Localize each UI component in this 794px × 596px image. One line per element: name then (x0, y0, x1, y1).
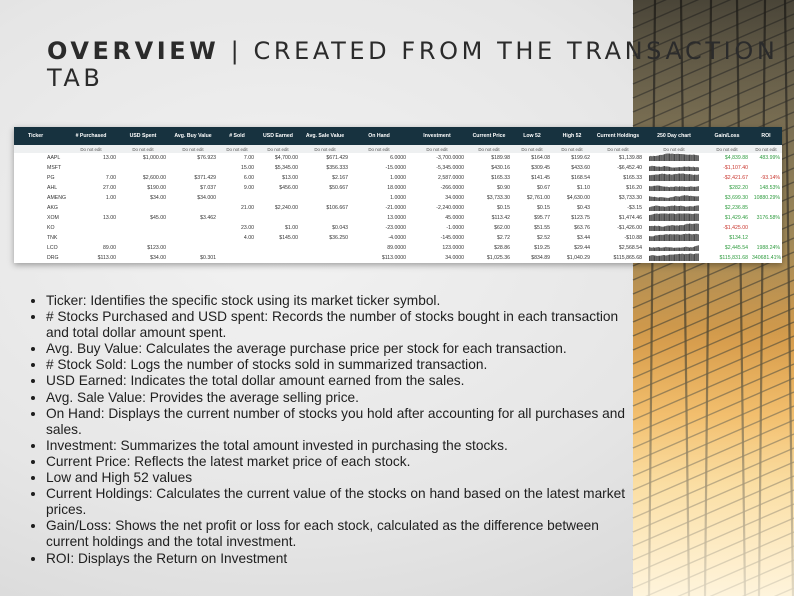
description-item: • # Stocks Purchased and USD spent: Records the number of stocks bought in each transaction and total dollar amount spent. (46, 309, 636, 341)
overview-spreadsheet (14, 127, 782, 263)
column-header[interactable]: USD Earned (256, 127, 300, 145)
earned-cell[interactable] (256, 253, 300, 263)
gain-loss-cell[interactable]: $1,429.46 (724, 215, 748, 221)
column-header[interactable]: # Purchased (64, 127, 118, 145)
description-item: • Low and High 52 values (46, 470, 636, 486)
low-cell[interactable]: $0.15 (537, 205, 550, 211)
high-cell[interactable]: $168.54 (571, 175, 590, 181)
sold-cell[interactable] (218, 193, 256, 203)
high-cell[interactable]: $1,040.29 (566, 255, 590, 261)
do-not-edit-note: Do not edit (750, 145, 782, 153)
roi-cell[interactable]: 3176.58% (756, 215, 780, 221)
gain-loss-cell[interactable]: $2,236.85 (724, 205, 748, 211)
ticker-cell[interactable]: AAPL (47, 155, 61, 161)
avg-sale-cell[interactable]: $36.250 (329, 235, 348, 241)
investment-cell[interactable]: -3,700.0000 (436, 155, 464, 161)
table-row[interactable] (14, 213, 782, 223)
sparkline-chart (644, 153, 704, 163)
avg-buy-cell[interactable]: $34.000 (197, 195, 216, 201)
table-row[interactable] (14, 233, 782, 243)
on-hand-cell[interactable]: 1.0000 (390, 175, 406, 181)
purchased-cell[interactable] (64, 223, 118, 233)
purchased-cell[interactable] (64, 233, 118, 243)
roi-cell[interactable]: 1988.24% (756, 245, 780, 251)
do-not-edit-note: Do not edit (512, 145, 552, 153)
column-header[interactable]: Gain/Loss (704, 127, 750, 145)
sparkline-chart (644, 213, 704, 223)
column-header[interactable]: On Hand (350, 127, 408, 145)
holdings-cell[interactable]: -$3.15 (627, 205, 642, 211)
do-not-edit-note: Do not edit (300, 145, 350, 153)
low-cell[interactable]: $309.45 (531, 165, 550, 171)
title-bold: OVERVIEW (47, 37, 220, 65)
do-not-edit-note: Do not edit (552, 145, 592, 153)
roi-cell[interactable]: 483.99% (759, 155, 780, 161)
low-cell[interactable]: $19.25 (534, 245, 550, 251)
do-not-edit-note: Do not edit (466, 145, 512, 153)
do-not-edit-row (14, 145, 782, 153)
spent-cell[interactable] (118, 163, 168, 173)
gain-loss-cell[interactable]: $282.20 (729, 185, 748, 191)
sold-cell[interactable]: 4.00 (243, 235, 254, 241)
title-rest: | CREATED FROM THE TRANSACTION TAB (47, 37, 779, 92)
price-cell[interactable]: $28.86 (494, 245, 510, 251)
avg-buy-cell[interactable]: $0.301 (200, 255, 216, 261)
roi-cell[interactable] (750, 203, 782, 213)
avg-sale-cell[interactable]: $671.429 (326, 155, 348, 161)
description-item: • Current Price: Reflects the latest market price of each stock. (46, 454, 636, 470)
description-item: • Avg. Buy Value: Calculates the average purchase price per stock for each transaction. (46, 341, 636, 357)
ticker-cell[interactable]: TNK (47, 235, 58, 241)
do-not-edit-note: Do not edit (64, 145, 118, 153)
sparkline-icon (648, 193, 700, 201)
holdings-cell[interactable]: $1,474.46 (618, 215, 642, 221)
column-header[interactable]: Low 52 (512, 127, 552, 145)
table-header-row (14, 127, 782, 145)
purchased-cell[interactable]: $113.00 (97, 255, 116, 261)
column-header[interactable]: USD Spent (118, 127, 168, 145)
avg-buy-cell[interactable] (168, 233, 218, 243)
purchased-cell[interactable]: 89.00 (103, 245, 116, 251)
avg-buy-cell[interactable] (168, 243, 218, 253)
table-row[interactable] (14, 163, 782, 173)
overview-table (14, 127, 782, 263)
roi-cell[interactable]: 10880.29% (753, 195, 780, 201)
earned-cell[interactable]: $456.00 (279, 185, 298, 191)
sparkline-icon (648, 233, 700, 241)
avg-buy-cell[interactable] (168, 223, 218, 233)
low-cell[interactable]: $95.77 (534, 215, 550, 221)
price-cell[interactable]: $3,733.30 (486, 195, 510, 201)
page-title (47, 38, 794, 92)
low-cell[interactable]: $2.52 (537, 235, 550, 241)
earned-cell[interactable] (256, 213, 300, 223)
spent-cell[interactable] (118, 233, 168, 243)
price-cell[interactable]: $0.90 (497, 185, 510, 191)
avg-sale-cell[interactable]: $2.167 (332, 175, 348, 181)
ticker-cell[interactable]: MSFT (47, 165, 62, 171)
avg-buy-cell[interactable] (168, 203, 218, 213)
table-row[interactable] (14, 183, 782, 193)
holdings-cell[interactable]: -$10.88 (624, 235, 642, 241)
sold-cell[interactable] (218, 213, 256, 223)
holdings-cell[interactable]: -$1,426.00 (617, 225, 642, 231)
high-cell[interactable]: $1.10 (577, 185, 590, 191)
investment-cell[interactable]: 123.0000 (442, 245, 464, 251)
gain-loss-cell[interactable]: -$1,425.00 (723, 225, 748, 231)
on-hand-cell[interactable]: 13.0000 (387, 215, 406, 221)
gain-loss-cell[interactable]: $115,831.68 (719, 255, 748, 261)
ticker-cell[interactable]: AKG (47, 205, 58, 211)
sparkline-icon (648, 223, 700, 231)
holdings-cell[interactable]: $165.33 (623, 175, 642, 181)
purchased-cell[interactable]: 13.00 (103, 215, 116, 221)
description-item: • Current Holdings: Calculates the current value of the stocks on hand based on the latest market prices. (46, 486, 636, 518)
gain-loss-cell[interactable]: $134.12 (729, 235, 748, 241)
do-not-edit-note: Do not edit (118, 145, 168, 153)
price-cell[interactable]: $0.15 (497, 205, 510, 211)
ticker-cell[interactable]: AMENG (47, 195, 67, 201)
avg-sale-cell[interactable] (300, 243, 350, 253)
holdings-cell[interactable]: $3,733.30 (618, 195, 642, 201)
sparkline-chart (644, 243, 704, 253)
sparkline-icon (648, 163, 700, 171)
sparkline-icon (648, 213, 700, 221)
low-cell[interactable]: $834.89 (531, 255, 550, 261)
sparkline-icon (648, 253, 700, 261)
sparkline-chart (644, 163, 704, 173)
earned-cell[interactable]: $1.00 (285, 225, 298, 231)
description-item: • On Hand: Displays the current number of stocks you hold after accounting for all purchases and sales. (46, 406, 636, 438)
description-item: • USD Earned: Indicates the total dollar amount earned from the sales. (46, 373, 636, 389)
table-row[interactable] (14, 153, 782, 163)
ticker-cell[interactable]: KO (47, 225, 55, 231)
purchased-cell[interactable] (64, 163, 118, 173)
avg-sale-cell[interactable]: $356.333 (326, 165, 348, 171)
low-cell[interactable]: $51.55 (534, 225, 550, 231)
earned-cell[interactable] (256, 193, 300, 203)
roi-cell[interactable] (750, 163, 782, 173)
low-cell[interactable]: $164.08 (531, 155, 550, 161)
high-cell[interactable]: $0.43 (577, 205, 590, 211)
purchased-cell[interactable] (64, 203, 118, 213)
sparkline-icon (648, 173, 700, 181)
do-not-edit-note: Do not edit (256, 145, 300, 153)
roi-cell[interactable]: 340681.41% (752, 255, 782, 261)
description-item: • Ticker: Identifies the specific stock using its market ticker symbol. (46, 293, 636, 309)
on-hand-cell[interactable]: -15.0000 (385, 165, 406, 171)
do-not-edit-note: Do not edit (592, 145, 644, 153)
price-cell[interactable]: $189.98 (491, 155, 510, 161)
spent-cell[interactable]: $1,000.00 (142, 155, 166, 161)
avg-buy-cell[interactable]: $7.037 (200, 185, 216, 191)
low-cell[interactable]: $0.67 (537, 185, 550, 191)
purchased-cell[interactable]: 13.00 (103, 155, 116, 161)
sold-cell[interactable] (218, 243, 256, 253)
avg-sale-cell[interactable]: $50.667 (329, 185, 348, 191)
holdings-cell[interactable]: $16.20 (626, 185, 642, 191)
price-cell[interactable]: $430.16 (491, 165, 510, 171)
ticker-cell[interactable]: LCO (47, 245, 58, 251)
earned-cell[interactable]: $4,700.00 (274, 155, 298, 161)
column-header[interactable]: Current Price (466, 127, 512, 145)
table-row[interactable] (14, 193, 782, 203)
column-header[interactable]: Investment (408, 127, 466, 145)
earned-cell[interactable] (256, 243, 300, 253)
holdings-cell[interactable]: $115,865.68 (613, 255, 642, 261)
avg-buy-cell[interactable]: $76.923 (197, 155, 216, 161)
table-row[interactable] (14, 173, 782, 183)
description-item: • Investment: Summarizes the total amount invested in purchasing the stocks. (46, 438, 636, 454)
column-descriptions (28, 293, 636, 567)
sold-cell[interactable] (218, 253, 256, 263)
sparkline-icon (648, 153, 700, 161)
spent-cell[interactable]: $123.00 (147, 245, 166, 251)
high-cell[interactable]: $123.75 (571, 215, 590, 221)
purchased-cell[interactable]: 1.00 (105, 195, 116, 201)
sparkline-chart (644, 183, 704, 193)
gain-loss-cell[interactable]: $4,839.88 (724, 155, 748, 161)
sparkline-chart (644, 223, 704, 233)
high-cell[interactable]: $433.60 (571, 165, 590, 171)
on-hand-cell[interactable]: -21.0000 (385, 205, 406, 211)
investment-cell[interactable]: -1.0000 (446, 225, 464, 231)
column-header[interactable]: # Sold (218, 127, 256, 145)
column-header[interactable]: Avg. Buy Value (168, 127, 218, 145)
holdings-cell[interactable]: $1,139.88 (618, 155, 642, 161)
sparkline-chart (644, 203, 704, 213)
do-not-edit-note: Do not edit (408, 145, 466, 153)
table-row[interactable] (14, 203, 782, 213)
ticker-cell[interactable]: XOM (47, 215, 59, 221)
on-hand-cell[interactable]: 89.0000 (387, 245, 406, 251)
sold-cell[interactable]: 7.00 (243, 155, 254, 161)
holdings-cell[interactable]: $2,568.54 (618, 245, 642, 251)
spent-cell[interactable]: $45.00 (150, 215, 166, 221)
investment-cell[interactable]: 34.0000 (445, 255, 464, 261)
ticker-cell[interactable]: PG (47, 175, 55, 181)
low-cell[interactable]: $2,761.00 (526, 195, 550, 201)
avg-buy-cell[interactable] (168, 163, 218, 173)
sparkline-icon (648, 243, 700, 251)
spent-cell[interactable] (118, 203, 168, 213)
earned-cell[interactable]: $145.00 (279, 235, 298, 241)
high-cell[interactable]: $63.76 (574, 225, 590, 231)
investment-cell[interactable]: 45.0000 (445, 215, 464, 221)
high-cell[interactable]: $199.62 (571, 155, 590, 161)
do-not-edit-note: Do not edit (644, 145, 704, 153)
sparkline-chart (644, 173, 704, 183)
table-row[interactable] (14, 253, 782, 263)
high-cell[interactable]: $3.44 (577, 235, 590, 241)
table-row[interactable] (14, 223, 782, 233)
spent-cell[interactable]: $34.00 (150, 255, 166, 261)
description-item: • # Stock Sold: Logs the number of stocks sold in summarized transaction. (46, 357, 636, 373)
spent-cell[interactable] (118, 223, 168, 233)
do-not-edit-note: Do not edit (704, 145, 750, 153)
avg-buy-cell[interactable]: $371.429 (194, 175, 216, 181)
description-item: • ROI: Displays the Return on Investment (46, 551, 636, 567)
column-header[interactable]: High 52 (552, 127, 592, 145)
spent-cell[interactable]: $190.00 (147, 185, 166, 191)
high-cell[interactable]: $29.44 (574, 245, 590, 251)
earned-cell[interactable]: $5,345.00 (274, 165, 298, 171)
avg-sale-cell[interactable] (300, 253, 350, 263)
investment-cell[interactable]: -266.0000 (440, 185, 464, 191)
sold-cell[interactable]: 6.00 (243, 175, 254, 181)
investment-cell[interactable]: 34.0000 (445, 195, 464, 201)
gain-loss-cell[interactable]: $3,699.30 (724, 195, 748, 201)
spent-cell[interactable]: $2,600.00 (142, 175, 166, 181)
high-cell[interactable]: $4,630.00 (566, 195, 590, 201)
ticker-cell[interactable]: DRG (47, 255, 59, 261)
purchased-cell[interactable]: 7.00 (105, 175, 116, 181)
low-cell[interactable]: $141.45 (531, 175, 550, 181)
avg-sale-cell[interactable]: $0.043 (332, 225, 348, 231)
avg-sale-cell[interactable]: $106.667 (326, 205, 348, 211)
sparkline-icon (648, 183, 700, 191)
gain-loss-cell[interactable]: $2,445.54 (724, 245, 748, 251)
earned-cell[interactable]: $13.00 (282, 175, 298, 181)
do-not-edit-note: Do not edit (218, 145, 256, 153)
sparkline-chart (644, 193, 704, 203)
do-not-edit-note: Do not edit (168, 145, 218, 153)
column-header[interactable]: ROI (750, 127, 782, 145)
sparkline-icon (648, 203, 700, 211)
on-hand-cell[interactable]: -4.0000 (388, 235, 406, 241)
price-cell[interactable]: $113.42 (491, 215, 510, 221)
price-cell[interactable]: $1,025.36 (486, 255, 510, 261)
investment-cell[interactable]: -145.0000 (440, 235, 464, 241)
avg-buy-cell[interactable]: $3.462 (200, 215, 216, 221)
roi-cell[interactable] (750, 223, 782, 233)
holdings-cell[interactable]: -$6,452.40 (617, 165, 642, 171)
avg-sale-cell[interactable] (300, 193, 350, 203)
sold-cell[interactable]: 23.00 (241, 225, 254, 231)
column-header[interactable]: 250 Day chart (644, 127, 704, 145)
roi-cell[interactable] (750, 233, 782, 243)
roi-cell[interactable]: -93.14% (760, 175, 780, 181)
table-row[interactable] (14, 243, 782, 253)
on-hand-cell[interactable]: 18.0000 (387, 185, 406, 191)
on-hand-cell[interactable]: -23.0000 (385, 225, 406, 231)
column-header[interactable]: Ticker (14, 127, 64, 145)
sparkline-chart (644, 253, 704, 263)
roi-cell[interactable]: 148.53% (759, 185, 780, 191)
purchased-cell[interactable]: 27.00 (103, 185, 116, 191)
on-hand-cell[interactable]: 6.0000 (390, 155, 406, 161)
sold-cell[interactable]: 15.00 (241, 165, 254, 171)
earned-cell[interactable]: $2,240.00 (274, 205, 298, 211)
avg-sale-cell[interactable] (300, 213, 350, 223)
description-item: • Avg. Sale Value: Provides the average selling price. (46, 390, 636, 406)
gain-loss-cell[interactable]: -$2,421.67 (723, 175, 748, 181)
on-hand-cell[interactable]: $113.0000 (381, 255, 406, 261)
description-item: • Gain/Loss: Shows the net profit or loss for each stock, calculated as the difference between current holdings and the total investment. (46, 518, 636, 550)
column-header[interactable]: Avg. Sale Value (300, 127, 350, 145)
ticker-cell[interactable]: AHL (47, 185, 58, 191)
gain-loss-cell[interactable]: -$1,107.40 (723, 165, 748, 171)
on-hand-cell[interactable]: 1.0000 (390, 195, 406, 201)
sold-cell[interactable]: 9.00 (243, 185, 254, 191)
investment-cell[interactable]: -5,345.0000 (436, 165, 464, 171)
investment-cell[interactable]: 2,587.0000 (438, 175, 464, 181)
spent-cell[interactable]: $34.00 (150, 195, 166, 201)
do-not-edit-note (14, 145, 64, 153)
sparkline-chart (644, 233, 704, 243)
investment-cell[interactable]: -2,240.0000 (436, 205, 464, 211)
price-cell[interactable]: $62.00 (494, 225, 510, 231)
sold-cell[interactable]: 21.00 (241, 205, 254, 211)
price-cell[interactable]: $2.72 (497, 235, 510, 241)
price-cell[interactable]: $165.33 (491, 175, 510, 181)
do-not-edit-note: Do not edit (350, 145, 408, 153)
column-header[interactable]: Current Holdings (592, 127, 644, 145)
